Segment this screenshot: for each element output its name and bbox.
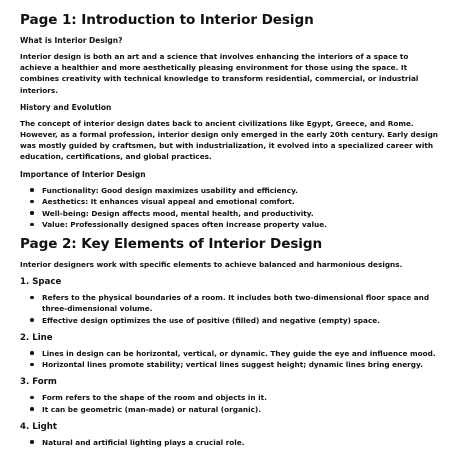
list-item-text: Aesthetics: It enhances visual appeal and emotional comfort. [42, 197, 295, 207]
list-item [42, 392, 439, 403]
list-item-text: Effective design optimizes the use of positive (filled) and negative (empty) space. [42, 315, 381, 325]
page1-title: Page 1: Introduction to Interior Design [20, 12, 314, 28]
list-item-text: It can be geometric (man-made) or natural (organic). [42, 404, 262, 414]
list-item-text: Functionality: Good design maximizes usability and efficiency. [42, 185, 298, 195]
bullet-icon [30, 223, 34, 227]
bullet-icon [30, 396, 34, 400]
bullet-icon [30, 296, 34, 300]
page2-intro: Interior designers work with specific elements to achieve balanced and harmonious designs. [20, 260, 403, 270]
history-paragraph: The concept of interior design dates back to ancient civilizations like Egypt, Greece, and Rome. However, as a formal profession, interior design only emerged in the early 20th century. Early design was mostly guided by craftsmen, but with industrialization, it evolved into a specialized career with education, certifications, and global practices. [20, 118, 438, 162]
list-item [42, 185, 439, 196]
space-list [20, 292, 439, 326]
bullet-icon [30, 351, 34, 355]
line-list [20, 348, 439, 371]
list-item [42, 348, 439, 359]
page2-title: Page 2: Key Elements of Interior Design [20, 236, 323, 253]
list-item-text: Horizontal lines promote stability; vertical lines suggest height; dynamic lines bring energy. [42, 360, 423, 370]
bullet-icon [30, 188, 34, 192]
importance-heading: Importance of Interior Design [20, 169, 146, 179]
history-heading: History and Evolution [20, 102, 112, 112]
bullet-icon [30, 211, 34, 215]
list-item [42, 404, 439, 415]
list-item [42, 315, 439, 326]
list-item [42, 196, 439, 207]
light-list [20, 437, 439, 448]
list-item [42, 219, 439, 230]
light-heading: 4. Light [20, 421, 58, 432]
what-is-paragraph: Interior design is both an art and a science that involves enhancing the interiors of a space to achieve a healthier and more aesthetically pleasing environment for those using the space. It combines creativity with technical knowledge to transform residential, commercial, or industrial interiors. [20, 52, 419, 95]
list-item-text: Value: Professionally designed spaces often increase property value. [42, 220, 327, 230]
line-heading: 2. Line [20, 332, 53, 343]
bullet-icon [30, 318, 34, 322]
space-heading: 1. Space [20, 277, 62, 288]
bullet-icon [30, 407, 34, 411]
list-item-text: Well-being: Design affects mood, mental health, and productivity. [42, 208, 314, 218]
form-list [20, 392, 439, 415]
list-item-text: Lines in design can be horizontal, vertical, or dynamic. They guide the eye and influence mood. [42, 348, 436, 358]
list-item-text: Refers to the physical boundaries of a room. It includes both two-dimensional floor space and three-dimensional volume. [42, 293, 430, 314]
bullet-icon [30, 200, 34, 204]
list-item [42, 359, 439, 370]
bullet-icon [30, 440, 34, 444]
importance-list [20, 185, 439, 231]
list-item-text: Form refers to the shape of the room and objects in it. [42, 393, 267, 403]
what-is-heading: What is Interior Design? [20, 36, 123, 45]
list-item [42, 437, 439, 448]
form-heading: 3. Form [20, 377, 57, 388]
list-item [42, 292, 439, 314]
bullet-icon [30, 363, 34, 367]
list-item [42, 208, 439, 219]
list-item-text: Natural and artificial lighting plays a crucial role. [42, 437, 245, 447]
